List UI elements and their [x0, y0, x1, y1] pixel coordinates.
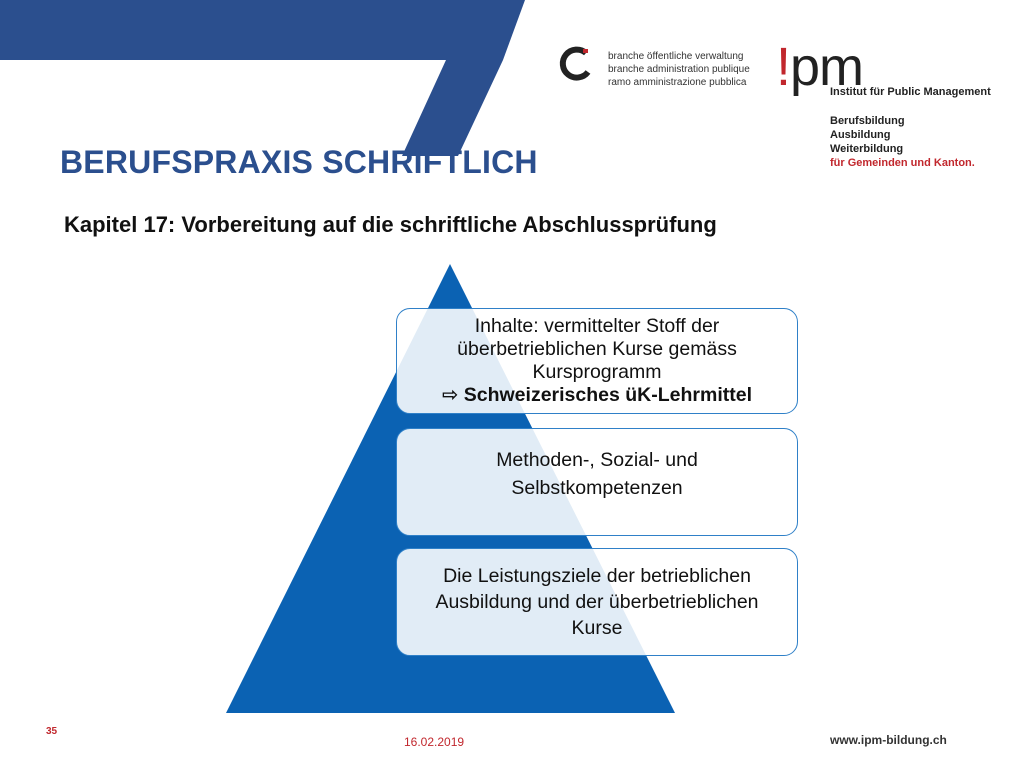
footer-date: 16.02.2019	[404, 735, 465, 749]
branche-line-it: ramo amministrazione pubblica	[608, 77, 747, 88]
arrow-right-icon: ⇨	[441, 384, 459, 406]
box-highlight-line	[442, 384, 752, 407]
pyramid-level-middle	[396, 428, 798, 536]
ipm-logo-text: pm	[790, 37, 864, 97]
slide-title: BERUFSPRAXIS SCHRIFTLICH	[60, 144, 538, 180]
branche-line-fr: branche administration publique	[608, 64, 750, 75]
ipm-offer-target: für Gemeinden und Kanton.	[830, 157, 975, 169]
pyramid-level-bottom	[396, 548, 798, 656]
footer-website-link[interactable]: www.ipm-bildung.ch	[830, 733, 947, 747]
box-line: Kursprogramm	[532, 361, 662, 383]
ipm-offer-item: Berufsbildung	[830, 115, 905, 127]
pyramid-level-top	[396, 308, 798, 414]
box-line: Kurse	[571, 617, 623, 639]
slide-subtitle: Kapitel 17: Vorbereitung auf die schriftliche Abschlussprüfung	[64, 212, 717, 237]
ipm-institute-name: Institut für Public Management	[830, 86, 991, 98]
ipm-logo-exclamation: !	[776, 37, 791, 97]
page-number: 35	[46, 726, 58, 737]
box-highlight-text: Schweizerisches üK-Lehrmittel	[463, 384, 753, 406]
box-line: Inhalte: vermittelter Stoff der	[474, 315, 720, 337]
box-line: Ausbildung und der überbetrieblichen	[435, 591, 759, 613]
ipm-offer-item: Ausbildung	[830, 129, 891, 141]
box-line: überbetrieblichen Kurse gemäss	[457, 338, 737, 360]
ipm-offer-item: Weiterbildung	[830, 143, 904, 155]
box-line: Die Leistungsziele der betrieblichen	[443, 565, 751, 587]
box-line: Selbstkompetenzen	[511, 477, 683, 499]
box-line: Methoden-, Sozial- und	[496, 449, 698, 471]
branche-line-de: branche öffentliche verwaltung	[608, 51, 744, 62]
